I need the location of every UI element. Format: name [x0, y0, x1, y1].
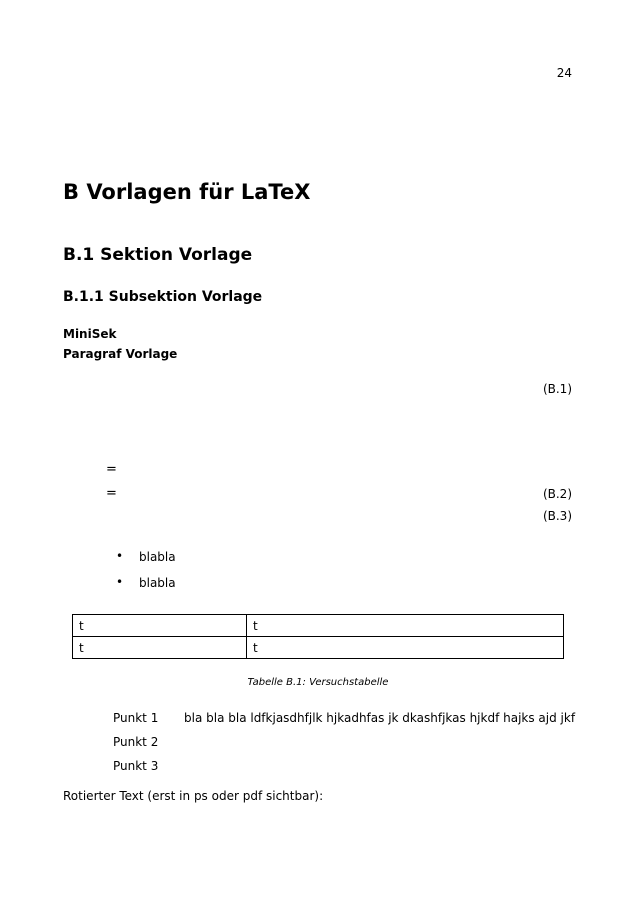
table-cell: t [73, 637, 247, 659]
bullet-icon: • [116, 575, 124, 589]
rotated-text-note: Rotierter Text (erst in ps oder pdf sichtbar): [63, 789, 324, 803]
table-caption: Tabelle B.1: Versuchstabelle [247, 677, 389, 688]
equation-equals-sign: = [106, 462, 117, 477]
description-text: bla bla bla ldfkjasdhfjlk hjkadhfas jk dkashfjkas hjkdf hajks ajd jkf [184, 711, 576, 725]
page-number: 24 [556, 66, 572, 80]
equation-number-b3: (B.3) [542, 509, 572, 523]
bullet-icon: • [116, 549, 124, 563]
description-term: Punkt 2 [113, 735, 159, 749]
chapter-heading: B Vorlagen für LaTeX [63, 180, 311, 204]
minisek-heading: MiniSek [63, 327, 117, 341]
versuchs-table [72, 614, 564, 659]
subsection-heading: B.1.1 Subsektion Vorlage [63, 289, 263, 305]
equation-number-b2: (B.2) [542, 487, 572, 501]
table-row [73, 615, 564, 637]
description-term: Punkt 1 [113, 711, 159, 725]
description-term: Punkt 3 [113, 759, 159, 773]
bullet-item: blabla [139, 576, 176, 590]
bullet-item: blabla [139, 550, 176, 564]
equation-equals-sign: = [106, 486, 117, 501]
equation-number-b1: (B.1) [542, 382, 572, 396]
table-cell: t [247, 615, 564, 637]
table-row [73, 637, 564, 659]
table-cell: t [247, 637, 564, 659]
paragraph-heading: Paragraf Vorlage [63, 347, 178, 361]
section-heading: B.1 Sektion Vorlage [63, 245, 253, 265]
table-cell: t [73, 615, 247, 637]
